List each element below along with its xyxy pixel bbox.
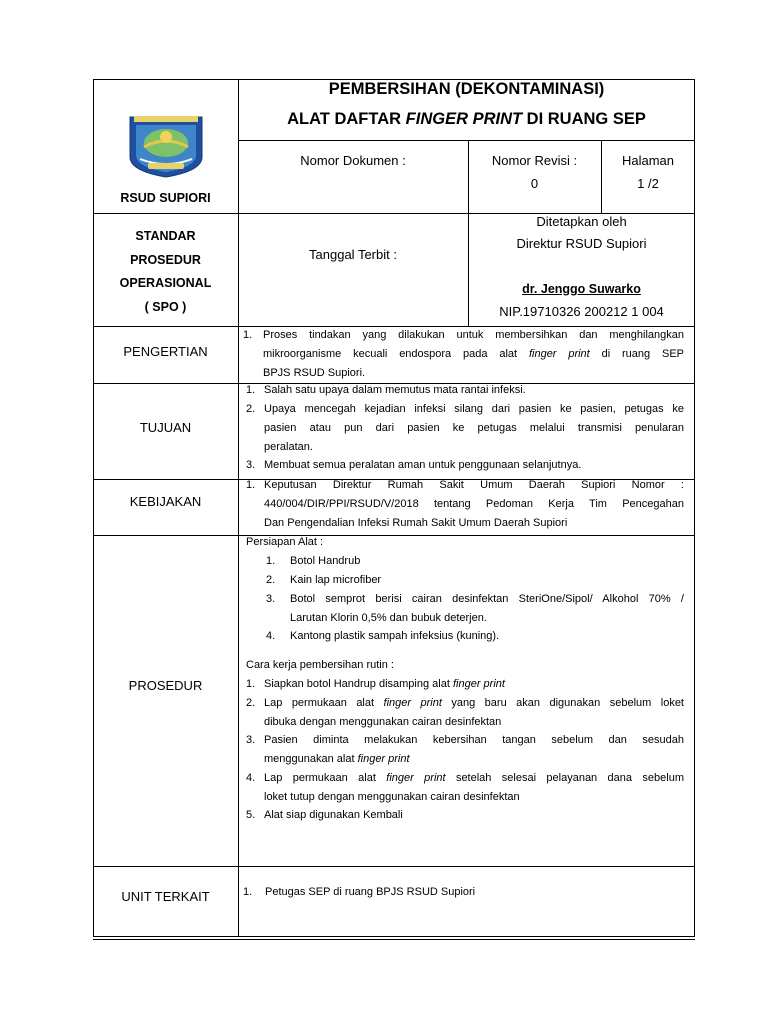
spo-label: STANDAR PROSEDUR OPERASIONAL ( SPO ) xyxy=(119,229,212,314)
direktur-title: Direktur RSUD Supiori xyxy=(516,236,647,251)
halaman-value: 1 /2 xyxy=(637,176,659,191)
doc-title-line1: PEMBERSIHAN (DEKONTAMINASI) xyxy=(328,80,605,98)
label-tujuan: TUJUAN xyxy=(139,420,192,435)
label-prosedur: PROSEDUR xyxy=(128,678,203,693)
label-kebijakan: KEBIJAKAN xyxy=(129,494,202,509)
tanggal-terbit-label: Tanggal Terbit : xyxy=(309,247,397,262)
title-divider xyxy=(238,140,695,141)
supiori-logo-icon xyxy=(126,113,206,179)
hospital-name: RSUD SUPIORI xyxy=(120,191,211,205)
persiapan-label: Persiapan Alat : xyxy=(246,536,324,548)
signer-name: dr. Jenggo Suwarko xyxy=(522,282,641,296)
label-pengertian: PENGERTIAN xyxy=(123,344,208,359)
nomor-dokumen-label: Nomor Dokumen : xyxy=(300,153,406,168)
halaman-label: Halaman xyxy=(621,153,675,168)
label-unit-terkait: UNIT TERKAIT xyxy=(121,889,210,904)
doc-title-line2: ALAT DAFTAR FINGER PRINT DI RUANG SEP xyxy=(287,110,646,128)
signer-nip: NIP.19710326 200212 1 004 xyxy=(499,304,664,319)
bottom-double-rule xyxy=(93,939,695,940)
ditetapkan-oleh: Ditetapkan oleh xyxy=(536,214,627,229)
nomor-revisi-value: 0 xyxy=(530,176,539,191)
column-divider xyxy=(238,79,239,937)
cara-kerja-label: Cara kerja pembersihan rutin : xyxy=(246,659,394,671)
row-divider xyxy=(93,866,695,867)
nomor-revisi-label: Nomor Revisi : xyxy=(491,153,578,168)
